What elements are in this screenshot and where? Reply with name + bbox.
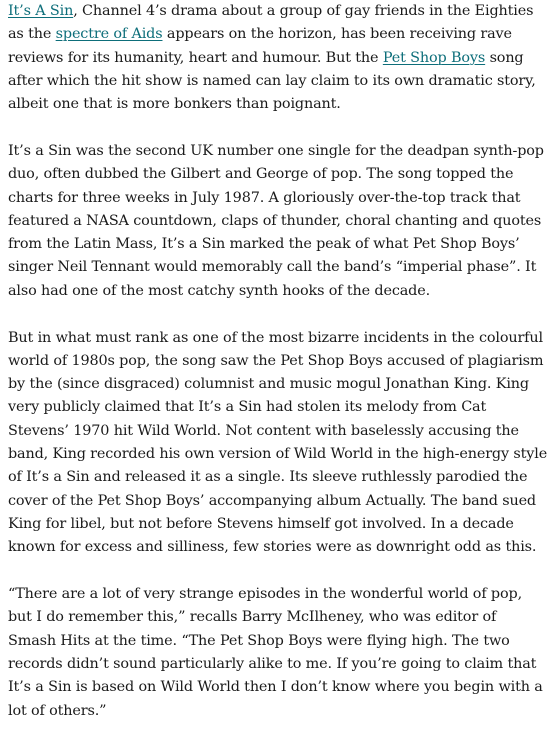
- paragraph-plagiarism: But in what must rank as one of the most bizarre incidents in the colourful world of 1980s pop, the song saw the Pet Shop Boys accused of plagiarism by the (since disgraced) columnist and music mogul Jonathan King. King very publicly claimed that It’s a Sin had stolen its melody from Cat Stevens’ 1970 hit Wild World. Not content with baselessly accusing the band, King recorded his own version of Wild World in the high-energy style of It’s a Sin and released it as a single. Its sleeve ruthlessly parodied the cover of the Pet Shop Boys’ accompanying album Actually. The band sued King for libel, but not before Stevens himself got involved. In a decade known for excess and silliness, few stories were as downright odd as this.: [8, 329, 548, 556]
- paragraph-intro: [8, 0, 548, 116]
- article-body: [8, 0, 548, 746]
- paragraph-number-one: It’s a Sin was the second UK number one single for the deadpan synth-pop duo, often dubbed the Gilbert and George of pop. The song topped the charts for three weeks in July 1987. A gloriously over-the-top track that featured a NASA countdown, claps of thunder, choral chanting and quotes from the Latin Mass, It’s a Sin marked the peak of what Pet Shop Boys’ singer Neil Tennant would memorably call the band’s “imperial phase”. It also had one of the most catchy synth hooks of the decade.: [8, 142, 544, 299]
- link-pet-shop-boys[interactable]: Pet Shop Boys: [382, 49, 486, 66]
- paragraph-quote: “There are a lot of very strange episodes in the wonderful world of pop, but I do remember this,” recalls Barry McIlheney, who was editor of Smash Hits at the time. “The Pet Shop Boys were flying high. The two records didn’t sound particularly alike to me. If you’re going to claim that It’s a Sin is based on Wild World then I don’t know where you begin with a lot of others.”: [8, 586, 543, 719]
- link-its-a-sin[interactable]: It’s A Sin: [8, 3, 74, 19]
- link-spectre-of-aids[interactable]: spectre of Aids: [55, 26, 163, 43]
- paragraph-intro-text-3: song after which the hit show is named can lay claim to its own dramatic story, albeit one that is more bonkers than poignant.: [8, 49, 536, 113]
- paragraph-intro-text-1: , Channel 4’s drama about a group of gay friends in the Eighties as the: [8, 3, 534, 43]
- paragraph-intro-text-2: appears on the horizon, has been receiving rave reviews for its humanity, heart and humour. But the: [8, 26, 512, 66]
